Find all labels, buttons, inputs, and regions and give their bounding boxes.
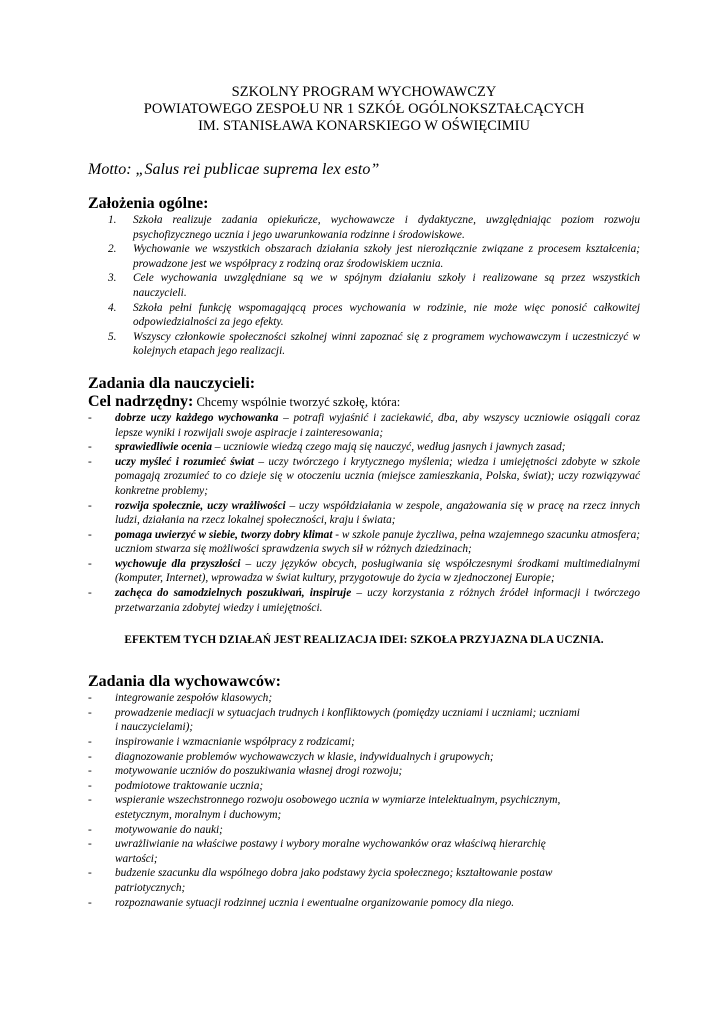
item-text: motywowanie do nauki; [115,823,223,836]
item-number: 3. [108,272,117,285]
bullet: - [88,794,92,807]
list-item [88,764,640,779]
item-text: prowadzenie mediacji w sytuacjach trudnych i konfliktowych (pomiędzy uczniami i uczniami; uczniami i nauczycielami); [115,706,580,734]
item-text: – uczy twórczego i krytycznego myślenia; wiedza i umiejętności zdobyte w szkole pomagają zrozumieć to co dzieje się w otoczeniu ucznia (miejsce zamieszkania, Polska, świat); uczy rozwiązywać konkretne problemy; [115,455,641,497]
cel-nadrzedny [88,393,640,411]
item-text: Cele wychowania uwzględniane są we w spójnym działaniu szkoły i realizowane są przez wszystkich nauczycieli. [133,272,640,299]
list-item [88,793,640,822]
item-text: inspirowanie i wzmacnianie współpracy z rodzicami; [115,736,355,749]
list-item [88,213,640,242]
item-text: – potrafi wyjaśnić i zaciekawić, dba, aby wszyscy uczniowie osiągali coraz lepsze wyniki i rozwijali swoje aspiracje i zainteresowania; [115,411,640,439]
list-item [88,866,640,895]
list-item [88,896,640,911]
item-bold: wychowuje dla przyszłości [115,557,241,570]
list-item [88,271,640,300]
title-line-1: SZKOLNY PROGRAM WYCHOWAWCZY [231,84,497,100]
bullet: - [88,706,92,719]
item-text: – uczy korzystania z różnych źródeł informacji i twórczego przetwarzania zdobytej wiedzy i umiejętności. [115,587,640,614]
cel-text: Chcemy wspólnie tworzyć szkołę, która: [193,394,401,409]
list-item [88,735,640,750]
list-item [88,837,640,866]
bullet: - [88,587,92,600]
bullet: - [88,838,92,851]
item-text: diagnozowanie problemów wychowawczych w klasie, indywidualnych i grupowych; [115,750,494,763]
item-text: – uczy języków obcych, posługiwania się współczesnymi środkami multimedialnymi (komputer, Internet), wprowadza w świat kultury, przygotowuje do życia w zjednoczonej Europie; [115,557,640,585]
section-heading-nauczyciele: Zadania dla nauczycieli: [88,374,256,392]
wychowawcy-list [88,691,640,910]
item-text: – uczniowie wiedzą czego mają się nauczyć, według jasnych i jawnych zasad; [211,441,566,454]
bullet: - [88,823,92,836]
list-item [88,440,640,455]
list-item [88,242,640,271]
item-text: rozpoznawanie sytuacji rodzinnej ucznia i ewentualne organizowanie pomocy dla niego. [115,896,515,909]
item-bold: uczy myśleć i rozumieć świat [115,455,255,468]
item-text: motywowanie uczniów do poszukiwania własnej drogi rozwoju; [115,765,403,778]
zalozenia-list [88,213,640,359]
document-page [88,84,640,910]
list-item [88,557,640,586]
nauczyciele-list [88,411,640,615]
bullet: - [88,750,92,763]
item-text: integrowanie zespołów klasowych; [115,692,273,705]
bullet: - [88,779,92,792]
bullet: - [88,411,92,424]
item-number: 2. [108,243,117,256]
list-item [88,706,640,735]
item-bold: zachęca do samodzielnych poszukiwań, inspiruje [115,587,352,600]
list-item [88,823,640,838]
bullet: - [88,455,92,468]
list-item [88,455,640,499]
bullet: - [88,736,92,749]
item-text: budzenie szacunku dla wspólnego dobra jako podstawy życia społecznego; kształtowanie postaw patriotycznych; [115,867,553,894]
list-item [88,586,640,615]
efekt-statement: EFEKTEM TYCH DZIAŁAŃ JEST REALIZACJA IDEI: SZKOŁA PRZYJAZNA DLA UCZNIA. [124,634,604,647]
item-text: Wychowanie we wszystkich obszarach działania szkoły jest nierozłącznie związane z procesem kształcenia; prowadzone jest we współpracy z rodziną oraz środowiskiem ucznia. [133,243,640,270]
cel-label: Cel nadrzędny: [88,392,194,410]
list-item [88,499,640,528]
section-heading-wychowawcy: Zadania dla wychowawców: [88,673,281,691]
bullet: - [88,528,92,541]
bullet: - [88,896,92,909]
item-text: - w szkole panuje życzliwa, pełna wzajemnego szacunku atmosfera; uczniom stwarza się możliwości sprawdzenia swych sił w różnych dziedzinach; [115,528,640,556]
item-number: 1. [108,214,117,226]
document-title [88,84,640,135]
item-text: uwrażliwianie na właściwe postawy i wybory moralne wychowanków oraz właściwą hierarchię wartości; [115,838,546,865]
bullet: - [88,557,92,570]
list-item [88,301,640,330]
list-item [88,330,640,359]
item-bold: pomaga uwierzyć w siebie, tworzy dobry klimat [115,528,333,541]
list-item [88,411,640,440]
item-number: 4. [108,301,117,314]
item-text: Wszyscy członkowie społeczności szkolnej winni zapoznać się z programem wychowawczym i uczestniczyć w kolejnych etapach jego realizacji. [133,330,640,358]
list-item [88,779,640,794]
bullet: - [88,765,92,778]
item-bold: dobrze uczy każdego wychowanka [115,411,279,424]
bullet: - [88,867,92,880]
item-text: – uczy współdziałania w zespole, angażowania się w pracę na rzecz innych ludzi, działania na rzecz lokalnej społeczności, kraju i świata; [115,499,640,527]
bullet: - [88,441,92,454]
list-item [88,691,640,706]
bullet: - [88,499,92,512]
item-text: Szkoła pełni funkcję wspomagającą proces wychowania w rodzinie, nie może więc ponosić całkowitej odpowiedzialności za jego efekty. [133,301,640,329]
list-item [88,750,640,765]
list-item [88,528,640,557]
title-line-3: IM. STANISŁAWA KONARSKIEGO W OŚWIĘCIMIU [198,118,530,134]
motto: Motto: „Salus rei publicae suprema lex esto” [88,161,380,178]
item-bold: sprawiedliwie ocenia [115,441,212,454]
item-text: wspieranie wszechstronnego rozwoju osobowego ucznia w wymiarze intelektualnym, psychicznym, estetycznym, moralnym i duchowym; [115,794,561,821]
item-text: Szkoła realizuje zadania opiekuńcze, wychowawcze i dydaktyczne, uwzględniając poziom rozwoju psychofizycznego ucznia i jego uwarunkowania rodzinne i środowiskowe. [133,214,640,241]
section-heading-zalozenia: Założenia ogólne: [88,195,209,212]
item-text: podmiotowe traktowanie ucznia; [115,779,264,792]
item-bold: rozwija społecznie, uczy wrażliwości [115,499,286,512]
title-line-2: POWIATOWEGO ZESPOŁU NR 1 SZKÓŁ OGÓLNOKSZTAŁCĄCYCH [143,101,585,117]
item-number: 5. [108,330,117,343]
bullet: - [88,692,92,705]
